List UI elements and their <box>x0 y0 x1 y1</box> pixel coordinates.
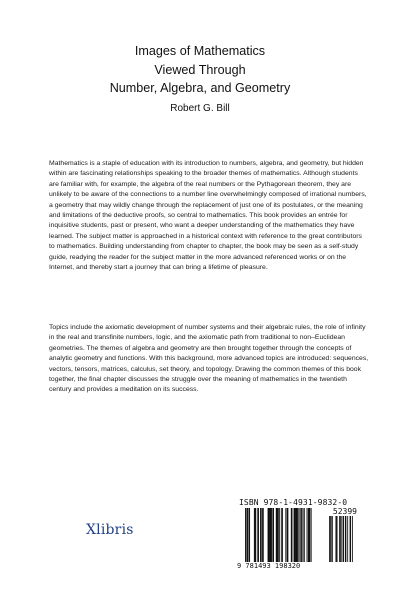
barcode-bar <box>309 508 310 562</box>
barcode-bar <box>247 508 248 562</box>
barcode-bar <box>345 516 346 562</box>
barcode-price-code: 52399 <box>332 507 357 516</box>
barcode-bar <box>273 508 274 562</box>
barcode-bar <box>300 508 301 562</box>
barcode-bar <box>350 516 351 562</box>
author-name: Robert G. Bill <box>170 102 230 114</box>
book-title-line-3: Number, Algebra, and Geometry <box>109 81 291 95</box>
barcode-bar <box>258 508 259 562</box>
title-block <box>0 42 400 115</box>
isbn-label: ISBN 978-1-4931-9832-0 <box>239 498 348 507</box>
description-paragraph-2: Topics include the axiomatic development of number systems and their algebraic rules, the role of infinity in the real and transfinite numbers, logic, and the axiomatic path from traditional to non–Euclidean geometries. The themes of algebra and geometry are then brought together through the concepts of analytic geometry and functions. With this background, more advanced topics are introduced: sequences, vectors, tensors, matrices, calculus, set theory, and topology. Drawing the common themes of this book together, the final chapter discusses the struggle over the meaning of mathematics in the twentieth century and provides a meditation on its success. <box>49 324 369 394</box>
barcode-bar <box>282 508 283 562</box>
barcode-bar <box>271 508 272 562</box>
barcode-bar <box>347 516 348 562</box>
barcode-bar <box>329 516 330 562</box>
barcode-bar <box>332 516 333 562</box>
barcode-bar <box>301 508 302 562</box>
publisher-logo: Xlibris <box>86 522 134 538</box>
barcode-bar <box>292 508 293 562</box>
barcode-bar <box>341 516 342 562</box>
barcode-bar <box>302 508 303 562</box>
barcode-bar <box>311 508 312 562</box>
barcode-bar <box>339 516 340 562</box>
barcode-bar <box>261 508 262 562</box>
barcode-bar <box>331 516 332 562</box>
barcode-bar <box>307 508 308 562</box>
book-title-line-2: Viewed Through <box>154 62 246 77</box>
barcode-bars <box>237 508 359 562</box>
barcode-bar <box>337 516 338 562</box>
barcode-bar <box>249 508 250 562</box>
barcode-bar <box>279 508 280 562</box>
barcode-bar <box>298 508 299 562</box>
barcode-bar <box>287 508 288 562</box>
barcode-bar <box>352 516 353 562</box>
barcode-bar <box>297 508 298 562</box>
isbn-barcode <box>237 498 359 576</box>
book-title-line-1: Images of Mathematics <box>134 44 266 58</box>
barcode-bar <box>245 508 246 562</box>
barcode-bar <box>263 508 264 562</box>
barcode-bar <box>343 516 344 562</box>
barcode-bar <box>304 508 305 562</box>
barcode-bar <box>278 508 279 562</box>
description-paragraph-1: Mathematics is a staple of education with its introduction to numbers, algebra, and geometry, but hidden within are fascinating relationships speaking to the broader themes of mathematics. Although students are familiar with, for example, the algebra of the real numbers or the Pythagorean theorem, they are unlikely to be aware of the connections to a number line overwhelmingly composed of irrational numbers, a geometry that may wildly change through the replacement of just one of its postulates, or the meaning and limitations of the deductive proofs, so central to mathematics. This book provides an entrée for inquisitive students, past or present, who want a deeper understanding of the mathematics they have learned. The subject matter is approached in a historical context with reference to the great contributors to mathematics. Building understanding from chapter to chapter, the book may be seen as a self-study guide, readying the reader for the subject matter in the more advanced referenced works or on the Internet, and thereby start a journey that can bring a lifetime of pleasure. <box>49 160 367 272</box>
barcode-bar <box>255 508 256 562</box>
barcode-digits: 9 781493 198320 <box>237 562 301 570</box>
barcode-bar <box>285 508 286 562</box>
